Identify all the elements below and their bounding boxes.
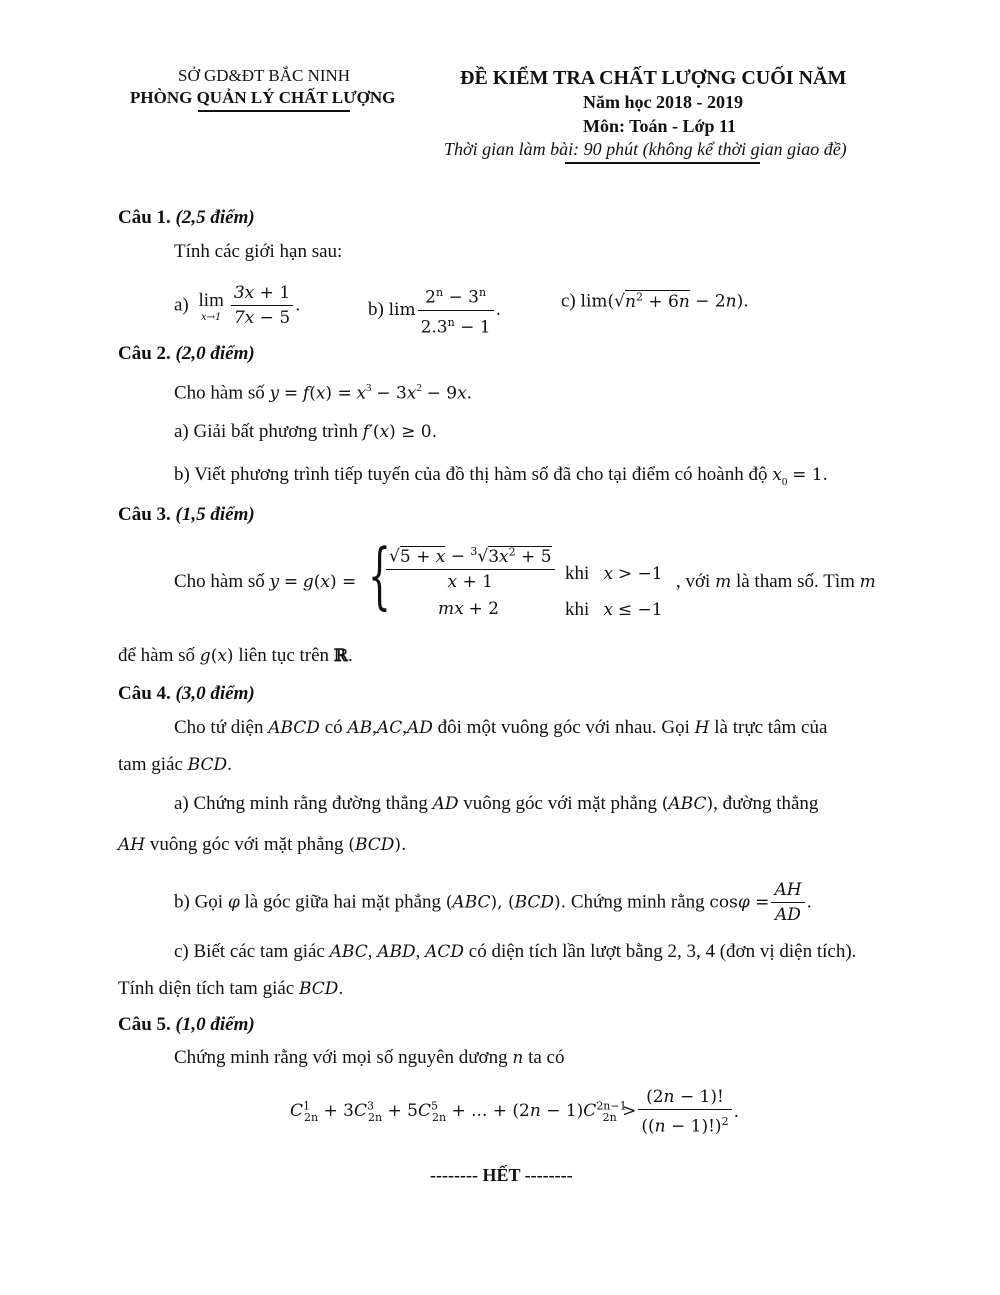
q4-part-c-2: Tính diện tích tam giác BCD.: [118, 978, 344, 999]
q2-part-a: a) Giải bất phương trình f′(x) ≥ 0.: [174, 421, 437, 442]
q5-text: Chứng minh rằng với mọi số nguyên dương n ta có: [174, 1047, 565, 1068]
q3-line2: để hàm số g(x) liên tục trên ℝ.: [118, 645, 353, 666]
q3-case2-cond: khi x ≤ −1: [565, 599, 663, 620]
office-underline: [198, 110, 350, 112]
q1-part-c: c) $\lim(√n^2 + 6n - 2n)$.: [561, 290, 749, 312]
q3-heading: Câu 3. (1,5 điểm): [118, 504, 255, 525]
q3-brace: {: [368, 533, 391, 617]
q4-intro-2: tam giác BCD.: [118, 754, 232, 775]
q3-intro: Cho hàm số y = g(x) =: [174, 571, 357, 592]
q3-tail: , với m là tham số. Tìm m: [676, 571, 876, 592]
q4-intro: Cho tứ diện ABCD có AB,AC,AD đôi một vuông góc với nhau. Gọi H là trực tâm của: [174, 717, 828, 738]
q3-case2: mx + 2: [438, 599, 499, 619]
time-underline: [565, 162, 760, 164]
q1-part-b: b) lim $\frac{2^n - 3^n}{2.3^n - 1}$ .: [368, 281, 501, 339]
q1-part-a: a) lim x→1 $\frac{3x + 1}{7x - 5}$ .: [174, 283, 301, 328]
q3-case1: $\frac{√5 + x - ^3√3x^2 + 5}{x + 1}$: [384, 540, 557, 594]
q5-formula: $C^1_{2n} + 3C^3_{2n} + 5C^5_{2n}$ + ... + $(2n - 1)C^{2n-1}_{2n}$ > $\frac{(2n - 1)!}{((n - 1)!)^2}$ .: [290, 1087, 739, 1137]
q2-part-b: b) Viết phương trình tiếp tuyến của đồ thị hàm số đã cho tại điểm có hoành độ $x_0 = 1$.: [174, 464, 828, 488]
q5-heading: Câu 5. (1,0 điểm): [118, 1014, 255, 1035]
subject-line: Môn: Toán - Lớp 11: [583, 116, 737, 136]
q2-intro: Cho hàm số $y = f(x) = x^3 - 3x^2 - 9x$.: [174, 382, 473, 404]
time-limit: Thời gian làm bài: 90 phút (không kể thời gian giao đề): [444, 139, 847, 159]
end-marker: -------- HẾT --------: [430, 1165, 573, 1185]
department-name: SỞ GD&ĐT BẮC NINH: [178, 66, 351, 85]
q4-part-a-2: AH vuông góc với mặt phẳng (BCD).: [118, 834, 407, 855]
q1-heading: Câu 1. (2,5 điểm): [118, 207, 255, 228]
q4-part-b: b) Gọi φ là góc giữa hai mặt phẳng (ABC), (BCD). Chứng minh rằng cosφ = $\frac{AH}{AD}$ .: [174, 880, 812, 925]
q4-part-c: c) Biết các tam giác ABC, ABD, ACD có diện tích lần lượt bằng 2, 3, 4 (đơn vị diện tích).: [174, 941, 857, 962]
exam-title: ĐỀ KIỂM TRA CHẤT LƯỢNG CUỐI NĂM: [460, 67, 847, 89]
q3-case1-cond: khi x > −1: [565, 563, 663, 584]
q4-heading: Câu 4. (3,0 điểm): [118, 683, 255, 704]
q1-text: Tính các giới hạn sau:: [174, 241, 343, 262]
office-name: PHÒNG QUẢN LÝ CHẤT LƯỢNG: [130, 88, 396, 107]
q4-part-a: a) Chứng minh rằng đường thẳng AD vuông góc với mặt phẳng (ABC), đường thẳng: [174, 793, 819, 814]
q2-heading: Câu 2. (2,0 điểm): [118, 343, 255, 364]
school-year: Năm học 2018 - 2019: [583, 92, 743, 112]
